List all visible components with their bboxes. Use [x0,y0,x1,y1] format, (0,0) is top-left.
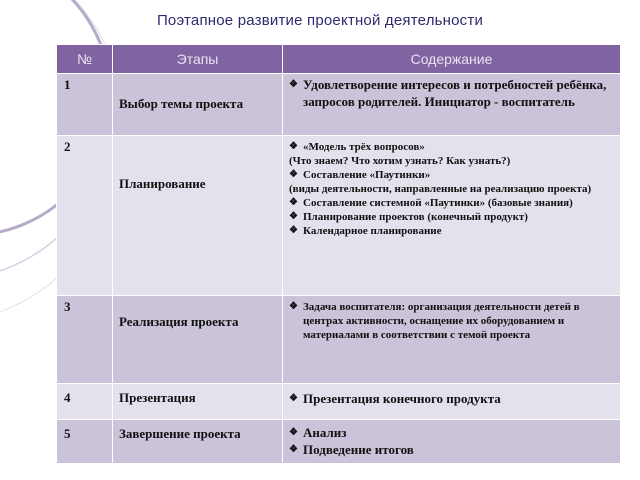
table-row [57,136,621,296]
row-num: 5 [57,420,113,464]
row-num: 1 [57,74,113,136]
table-row [57,420,621,464]
content-item: ❖ Планирование проектов (конечный продукт) [289,210,616,224]
content-note: (Что знаем? Что хотим узнать? Как узнать?) [289,155,511,167]
content-item: ❖ Подведение итогов [289,441,616,458]
stages-table [56,44,621,464]
table-row [57,74,621,136]
row-content [283,420,621,464]
row-num: 3 [57,296,113,384]
page-title: Поэтапное развитие проектной деятельности [156,12,484,29]
row-num: 2 [57,136,113,296]
content-item: ❖ Удовлетворение интересов и потребностей ребёнка, запросов родителей. Инициатор - воспитатель [289,76,616,110]
content-item: ❖ «Модель трёх вопросов» [289,140,616,154]
content-note: (виды деятельности, направленные на реализацию проекта) [289,183,592,195]
row-stage: Выбор темы проекта [113,74,283,136]
row-stage: Планирование [113,136,283,296]
content-item: ❖ Составление «Паутинки» [289,168,616,182]
content-item: ❖ Календарное планирование [289,224,616,238]
row-content [283,74,621,136]
header-num: № [57,45,113,74]
row-stage: Презентация [113,384,283,420]
row-num: 4 [57,384,113,420]
row-content [283,384,621,420]
row-content [283,296,621,384]
content-item: ❖ Задача воспитателя: организация деятельности детей в центрах активности, оснащение их оборудованием и материалами в соответствии с темой проекта [289,300,616,342]
table-row [57,384,621,420]
content-item: ❖ Презентация конечного продукта [289,390,616,407]
content-item: ❖ Анализ [289,424,616,441]
table-header-row [57,45,621,74]
row-content [283,136,621,296]
table-row [57,296,621,384]
row-stage: Завершение проекта [113,420,283,464]
header-content: Содержание [283,45,621,74]
row-stage: Реализация проекта [113,296,283,384]
header-stage: Этапы [113,45,283,74]
content-item: ❖ Составление системной «Паутинки» (базовые знания) [289,196,616,210]
